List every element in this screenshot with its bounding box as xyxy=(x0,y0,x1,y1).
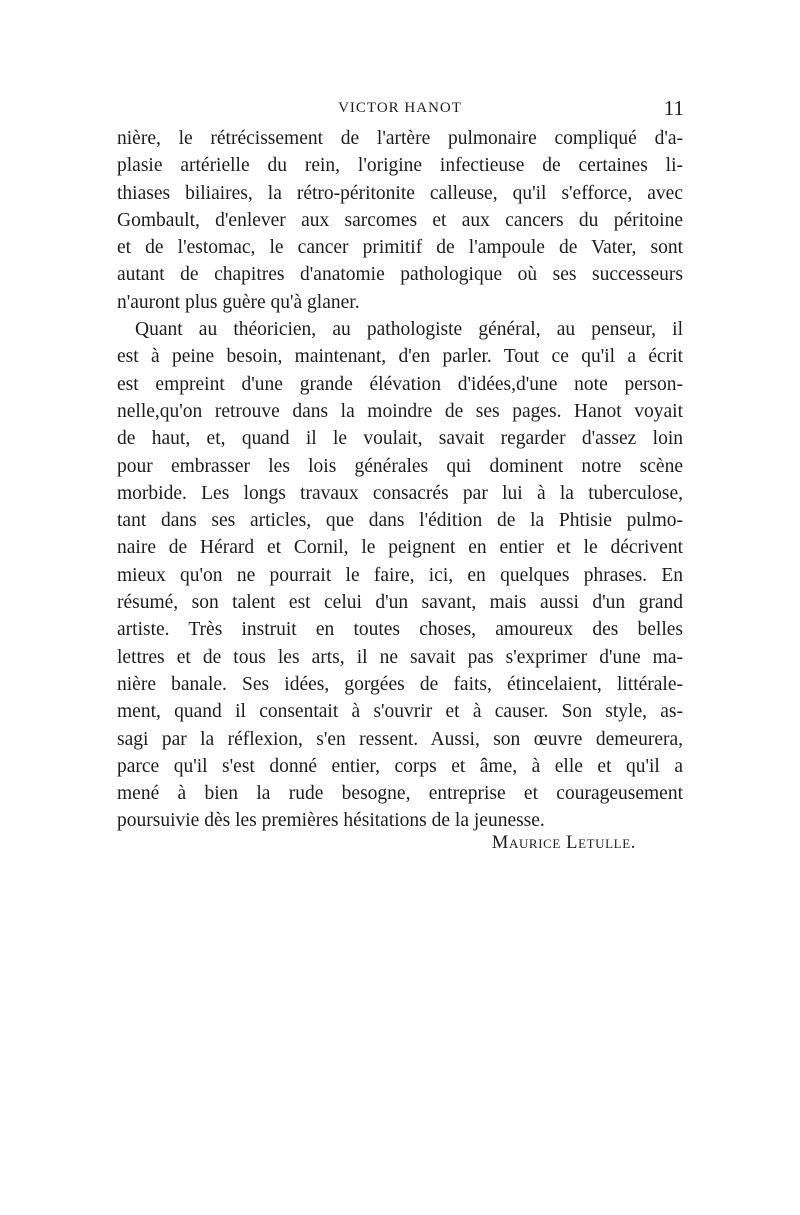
text-line: de haut, et, quand il le voulait, savait regarder d'assez loin xyxy=(117,428,683,450)
text-line: résumé, son talent est celui d'un savant, mais aussi d'un grand xyxy=(117,592,683,614)
text-line: nière, le rétrécissement de l'artère pulmonaire compliqué d'a- xyxy=(117,128,683,149)
text-line: et de l'estomac, le cancer primitif de l'ampoule de Vater, sont xyxy=(117,237,683,259)
text-line: morbide. Les longs travaux consacrés par lui à la tuberculose, xyxy=(117,482,683,504)
text-line: Gombault, d'enlever aux sarcomes et aux cancers du péritoine xyxy=(117,209,683,231)
running-title: VICTOR HANOT xyxy=(338,100,462,116)
author-signature: Maurice Letulle. xyxy=(491,833,636,853)
text-line: est empreint d'une grande élévation d'idées,d'une note person- xyxy=(117,373,683,395)
text-line: sagi par la réflexion, s'en ressent. Aussi, son œuvre demeurera, xyxy=(117,728,683,750)
body-text xyxy=(117,125,683,835)
text-line: tant dans ses articles, que dans l'édition de la Phtisie pulmo- xyxy=(117,510,683,532)
paragraph-end-line: n'auront plus guère qu'à glaner. xyxy=(117,291,360,313)
text-line: pour embrasser les lois générales qui dominent notre scène xyxy=(117,455,683,477)
text-line: nière banale. Ses idées, gorgées de faits, étincelaient, littérale- xyxy=(117,673,683,695)
text-line: nelle,qu'on retrouve dans la moindre de ses pages. Hanot voyait xyxy=(117,400,683,422)
text-line: naire de Hérard et Cornil, le peignent en entier et le décrivent xyxy=(117,537,683,559)
text-line: plasie artérielle du rein, l'origine infectieuse de certaines li- xyxy=(117,155,683,177)
running-header xyxy=(0,96,800,126)
text-line: thiases biliaires, la rétro-péritonite calleuse, qu'il s'efforce, avec xyxy=(117,182,683,204)
text-line: ment, quand il consentait à s'ouvrir et à causer. Son style, as- xyxy=(117,701,683,723)
text-line: artiste. Très instruit en toutes choses, amoureux des belles xyxy=(117,619,683,641)
text-line: mené à bien la rude besogne, entreprise et courageusement xyxy=(117,783,683,805)
text-line: lettres et de tous les arts, il ne savait pas s'exprimer d'une ma- xyxy=(117,646,683,668)
text-line: mieux qu'on ne pourrait le faire, ici, en quelques phrases. En xyxy=(117,564,683,586)
text-line: autant de chapitres d'anatomie pathologique où ses successeurs xyxy=(117,264,683,286)
text-line: est à peine besoin, maintenant, d'en parler. Tout ce qu'il a écrit xyxy=(117,346,683,368)
paragraph-end-line: poursuivie dès les premières hésitations de la jeunesse. xyxy=(117,810,545,832)
page-number: 11 xyxy=(663,96,684,120)
paragraph-start-line: Quant au théoricien, au pathologiste général, au penseur, il xyxy=(135,319,683,341)
text-line: parce qu'il s'est donné entier, corps et âme, à elle et qu'il a xyxy=(117,755,683,777)
